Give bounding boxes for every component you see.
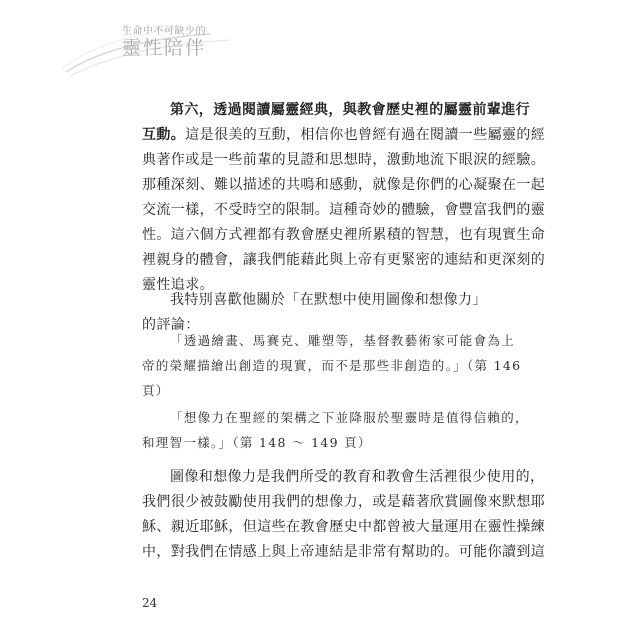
paragraph-line-rest: 這是很美的互動，相信你也曾經有過在閱讀一些屬靈的經	[185, 127, 546, 143]
page-number: 24	[142, 596, 158, 610]
paragraph-sixth-point	[142, 98, 546, 298]
block-quote-2	[142, 405, 529, 455]
bold-lead-text: 互動。	[142, 127, 186, 143]
paragraph-line: 我們很少被鼓勵使用我們的想像力，或是藉著欣賞圖像來默想耶	[142, 494, 546, 510]
quote-line: 頁）	[142, 383, 170, 398]
paragraph-line: 中，對我們在情感上與上帝連結是非常有幫助的。可能你讀到這	[142, 544, 546, 560]
paragraph-line: 交流一樣，不受時空的限制。這種奇妙的體驗，會豐富我們的靈	[142, 202, 546, 218]
paragraph-intro-quote: 我特別喜歡他關於「在默想中使用圖像和想像力」的評論：	[142, 292, 487, 333]
paragraph-line: 裡親身的體會，讓我們能藉此與上帝有更緊密的連結和更深刻的	[142, 252, 546, 268]
quote-line: 和理智一樣。」（第 148 ～ 149 頁）	[142, 435, 372, 450]
quote-line: 「透過繪畫、馬賽克、雕塑等，基督教藝術家可能會為上	[170, 333, 516, 348]
block-quote-1	[142, 328, 522, 403]
paragraph-line: 穌、親近耶穌，但這些在教會歷史中都曾被大量運用在靈性操練	[142, 519, 546, 535]
header-subtitle: 生命中不可缺少的	[122, 26, 206, 37]
paragraph-line	[142, 123, 546, 148]
paragraph-line: 靈性追求。	[142, 277, 214, 293]
quote-line: 「想像力在聖經的架構之下並降服於聖靈時是值得信賴的，	[170, 410, 529, 425]
paragraph-imagination	[142, 465, 546, 565]
paragraph-line: 圖像和想像力是我們所受的教育和教會生活裡很少使用的，	[170, 469, 545, 485]
header-book-title: 靈性陪伴	[122, 37, 207, 59]
quote-line: 帝的榮耀描繪出創造的現實，而不是那些非創造的。」（第 146	[142, 358, 522, 373]
paragraph-line: 典著作或是一些前輩的見證和思想時，激動地流下眼淚的經驗。	[142, 152, 546, 168]
paragraph-line: 性。這六個方式裡都有教會歷史裡所累積的智慧，也有現實生命	[142, 227, 546, 243]
paragraph-line: 第六，透過閱讀屬靈經典，與教會歷史裡的屬靈前輩進行	[170, 102, 530, 118]
paragraph-line: 那種深刻、難以描述的共鳴和感動，就像是你們的心凝聚在一起	[142, 177, 546, 193]
